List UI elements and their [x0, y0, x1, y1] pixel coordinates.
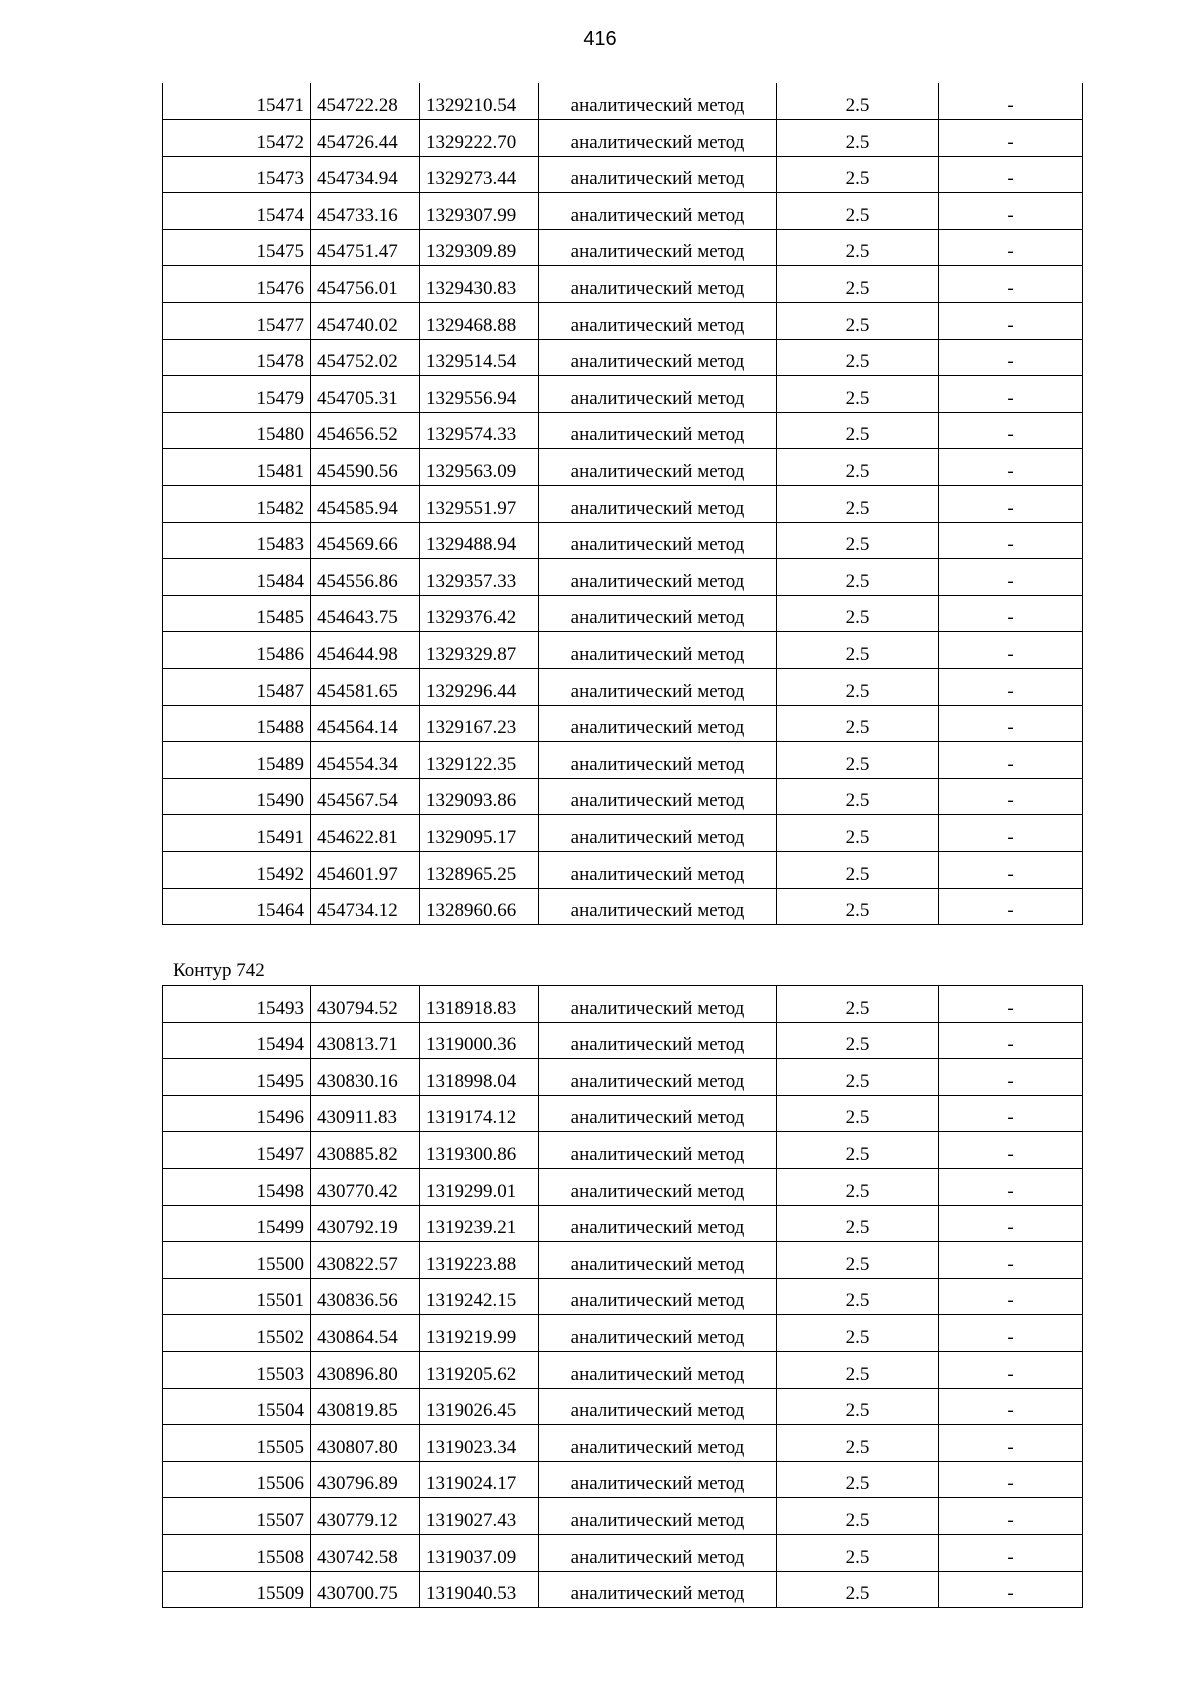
x-coordinate-cell: 430864.54 [311, 1315, 420, 1352]
y-coordinate-cell: 1319299.01 [420, 1168, 539, 1205]
x-coordinate-cell: 454656.52 [311, 412, 420, 449]
table-row [163, 1095, 1083, 1132]
method-cell: аналитический метод [539, 778, 777, 815]
note-cell: - [939, 522, 1083, 559]
table-row [163, 888, 1083, 925]
method-cell: аналитический метод [539, 1498, 777, 1535]
point-id-cell: 15484 [163, 559, 311, 596]
x-coordinate-cell: 454644.98 [311, 632, 420, 669]
accuracy-cell: 2.5 [777, 1095, 939, 1132]
x-coordinate-cell: 454601.97 [311, 851, 420, 888]
note-cell: - [939, 156, 1083, 193]
method-cell: аналитический метод [539, 449, 777, 486]
note-cell: - [939, 1205, 1083, 1242]
note-cell: - [939, 266, 1083, 303]
accuracy-cell: 2.5 [777, 266, 939, 303]
method-cell: аналитический метод [539, 1168, 777, 1205]
note-cell: - [939, 1571, 1083, 1608]
y-coordinate-cell: 1329488.94 [420, 522, 539, 559]
method-cell: аналитический метод [539, 229, 777, 266]
accuracy-cell: 2.5 [777, 1534, 939, 1571]
accuracy-cell: 2.5 [777, 522, 939, 559]
y-coordinate-cell: 1329468.88 [420, 303, 539, 340]
x-coordinate-cell: 430770.42 [311, 1168, 420, 1205]
point-id-cell: 15464 [163, 888, 311, 925]
table-row [163, 1461, 1083, 1498]
y-coordinate-cell: 1329095.17 [420, 815, 539, 852]
y-coordinate-cell: 1329307.99 [420, 193, 539, 230]
x-coordinate-cell: 454722.28 [311, 83, 420, 120]
method-cell: аналитический метод [539, 486, 777, 523]
method-cell: аналитический метод [539, 1351, 777, 1388]
table-row [163, 522, 1083, 559]
method-cell: аналитический метод [539, 156, 777, 193]
accuracy-cell: 2.5 [777, 1498, 939, 1535]
y-coordinate-cell: 1319037.09 [420, 1534, 539, 1571]
method-cell: аналитический метод [539, 632, 777, 669]
note-cell: - [939, 376, 1083, 413]
y-coordinate-cell: 1319205.62 [420, 1351, 539, 1388]
point-id-cell: 15482 [163, 486, 311, 523]
table-row [163, 156, 1083, 193]
method-cell: аналитический метод [539, 1205, 777, 1242]
x-coordinate-cell: 454556.86 [311, 559, 420, 596]
table-row [163, 778, 1083, 815]
note-cell: - [939, 1534, 1083, 1571]
table-row [163, 229, 1083, 266]
x-coordinate-cell: 430796.89 [311, 1461, 420, 1498]
coordinates-table-block-2 [162, 985, 1083, 1608]
note-cell: - [939, 1168, 1083, 1205]
accuracy-cell: 2.5 [777, 193, 939, 230]
point-id-cell: 15498 [163, 1168, 311, 1205]
y-coordinate-cell: 1329167.23 [420, 705, 539, 742]
accuracy-cell: 2.5 [777, 1168, 939, 1205]
point-id-cell: 15479 [163, 376, 311, 413]
table-row [163, 1388, 1083, 1425]
y-coordinate-cell: 1329309.89 [420, 229, 539, 266]
x-coordinate-cell: 430794.52 [311, 986, 420, 1023]
method-cell: аналитический метод [539, 559, 777, 596]
table-row [163, 376, 1083, 413]
x-coordinate-cell: 454751.47 [311, 229, 420, 266]
point-id-cell: 15501 [163, 1278, 311, 1315]
note-cell: - [939, 888, 1083, 925]
page-number: 416 [583, 28, 617, 50]
x-coordinate-cell: 454567.54 [311, 778, 420, 815]
method-cell: аналитический метод [539, 1315, 777, 1352]
point-id-cell: 15493 [163, 986, 311, 1023]
method-cell: аналитический метод [539, 1388, 777, 1425]
y-coordinate-cell: 1319000.36 [420, 1022, 539, 1059]
y-coordinate-cell: 1329430.83 [420, 266, 539, 303]
x-coordinate-cell: 454569.66 [311, 522, 420, 559]
table-row [163, 1205, 1083, 1242]
y-coordinate-cell: 1319239.21 [420, 1205, 539, 1242]
method-cell: аналитический метод [539, 1461, 777, 1498]
table-row [163, 1168, 1083, 1205]
y-coordinate-cell: 1328965.25 [420, 851, 539, 888]
y-coordinate-cell: 1329093.86 [420, 778, 539, 815]
accuracy-cell: 2.5 [777, 559, 939, 596]
method-cell: аналитический метод [539, 303, 777, 340]
y-coordinate-cell: 1329357.33 [420, 559, 539, 596]
point-id-cell: 15499 [163, 1205, 311, 1242]
x-coordinate-cell: 454756.01 [311, 266, 420, 303]
point-id-cell: 15480 [163, 412, 311, 449]
table-row [163, 303, 1083, 340]
accuracy-cell: 2.5 [777, 303, 939, 340]
point-id-cell: 15478 [163, 339, 311, 376]
table-row [163, 120, 1083, 157]
note-cell: - [939, 120, 1083, 157]
point-id-cell: 15485 [163, 595, 311, 632]
method-cell: аналитический метод [539, 83, 777, 120]
point-id-cell: 15486 [163, 632, 311, 669]
accuracy-cell: 2.5 [777, 1388, 939, 1425]
method-cell: аналитический метод [539, 888, 777, 925]
y-coordinate-cell: 1329210.54 [420, 83, 539, 120]
contour-label: Контур 742 [173, 960, 265, 981]
y-coordinate-cell: 1319174.12 [420, 1095, 539, 1132]
point-id-cell: 15507 [163, 1498, 311, 1535]
point-id-cell: 15502 [163, 1315, 311, 1352]
note-cell: - [939, 1315, 1083, 1352]
accuracy-cell: 2.5 [777, 1315, 939, 1352]
method-cell: аналитический метод [539, 376, 777, 413]
note-cell: - [939, 1022, 1083, 1059]
point-id-cell: 15488 [163, 705, 311, 742]
table-row [163, 1059, 1083, 1096]
note-cell: - [939, 83, 1083, 120]
y-coordinate-cell: 1329563.09 [420, 449, 539, 486]
y-coordinate-cell: 1328960.66 [420, 888, 539, 925]
method-cell: аналитический метод [539, 742, 777, 779]
accuracy-cell: 2.5 [777, 986, 939, 1023]
y-coordinate-cell: 1319023.34 [420, 1425, 539, 1462]
y-coordinate-cell: 1319026.45 [420, 1388, 539, 1425]
note-cell: - [939, 193, 1083, 230]
table-row [163, 1278, 1083, 1315]
point-id-cell: 15494 [163, 1022, 311, 1059]
y-coordinate-cell: 1329296.44 [420, 669, 539, 706]
method-cell: аналитический метод [539, 1571, 777, 1608]
y-coordinate-cell: 1329122.35 [420, 742, 539, 779]
point-id-cell: 15487 [163, 669, 311, 706]
point-id-cell: 15504 [163, 1388, 311, 1425]
table-row [163, 449, 1083, 486]
accuracy-cell: 2.5 [777, 1425, 939, 1462]
method-cell: аналитический метод [539, 412, 777, 449]
x-coordinate-cell: 454752.02 [311, 339, 420, 376]
accuracy-cell: 2.5 [777, 888, 939, 925]
point-id-cell: 15471 [163, 83, 311, 120]
x-coordinate-cell: 430779.12 [311, 1498, 420, 1535]
method-cell: аналитический метод [539, 815, 777, 852]
table-row [163, 1498, 1083, 1535]
note-cell: - [939, 669, 1083, 706]
note-cell: - [939, 449, 1083, 486]
point-id-cell: 15491 [163, 815, 311, 852]
accuracy-cell: 2.5 [777, 83, 939, 120]
point-id-cell: 15497 [163, 1132, 311, 1169]
point-id-cell: 15508 [163, 1534, 311, 1571]
note-cell: - [939, 229, 1083, 266]
method-cell: аналитический метод [539, 705, 777, 742]
x-coordinate-cell: 454585.94 [311, 486, 420, 523]
x-coordinate-cell: 430813.71 [311, 1022, 420, 1059]
note-cell: - [939, 1132, 1083, 1169]
x-coordinate-cell: 454705.31 [311, 376, 420, 413]
method-cell: аналитический метод [539, 595, 777, 632]
table-row [163, 851, 1083, 888]
point-id-cell: 15472 [163, 120, 311, 157]
x-coordinate-cell: 454740.02 [311, 303, 420, 340]
table-row [163, 412, 1083, 449]
accuracy-cell: 2.5 [777, 1242, 939, 1279]
note-cell: - [939, 486, 1083, 523]
accuracy-cell: 2.5 [777, 120, 939, 157]
table-row [163, 1022, 1083, 1059]
method-cell: аналитический метод [539, 1095, 777, 1132]
x-coordinate-cell: 430885.82 [311, 1132, 420, 1169]
y-coordinate-cell: 1329556.94 [420, 376, 539, 413]
note-cell: - [939, 559, 1083, 596]
accuracy-cell: 2.5 [777, 1351, 939, 1388]
note-cell: - [939, 815, 1083, 852]
y-coordinate-cell: 1329376.42 [420, 595, 539, 632]
x-coordinate-cell: 454581.65 [311, 669, 420, 706]
method-cell: аналитический метод [539, 1059, 777, 1096]
x-coordinate-cell: 454726.44 [311, 120, 420, 157]
accuracy-cell: 2.5 [777, 1571, 939, 1608]
point-id-cell: 15490 [163, 778, 311, 815]
method-cell: аналитический метод [539, 1425, 777, 1462]
y-coordinate-cell: 1319219.99 [420, 1315, 539, 1352]
accuracy-cell: 2.5 [777, 815, 939, 852]
x-coordinate-cell: 430896.80 [311, 1351, 420, 1388]
accuracy-cell: 2.5 [777, 412, 939, 449]
y-coordinate-cell: 1318998.04 [420, 1059, 539, 1096]
accuracy-cell: 2.5 [777, 595, 939, 632]
table-row [163, 815, 1083, 852]
method-cell: аналитический метод [539, 1534, 777, 1571]
y-coordinate-cell: 1329222.70 [420, 120, 539, 157]
table-row [163, 1315, 1083, 1352]
y-coordinate-cell: 1318918.83 [420, 986, 539, 1023]
coordinates-table-block-1 [162, 83, 1083, 925]
accuracy-cell: 2.5 [777, 156, 939, 193]
point-id-cell: 15489 [163, 742, 311, 779]
note-cell: - [939, 339, 1083, 376]
method-cell: аналитический метод [539, 522, 777, 559]
note-cell: - [939, 1278, 1083, 1315]
table-row [163, 742, 1083, 779]
x-coordinate-cell: 430822.57 [311, 1242, 420, 1279]
point-id-cell: 15492 [163, 851, 311, 888]
point-id-cell: 15503 [163, 1351, 311, 1388]
accuracy-cell: 2.5 [777, 851, 939, 888]
accuracy-cell: 2.5 [777, 669, 939, 706]
point-id-cell: 15477 [163, 303, 311, 340]
note-cell: - [939, 1498, 1083, 1535]
table-row [163, 632, 1083, 669]
method-cell: аналитический метод [539, 986, 777, 1023]
accuracy-cell: 2.5 [777, 742, 939, 779]
x-coordinate-cell: 430830.16 [311, 1059, 420, 1096]
x-coordinate-cell: 430742.58 [311, 1534, 420, 1571]
y-coordinate-cell: 1329273.44 [420, 156, 539, 193]
point-id-cell: 15509 [163, 1571, 311, 1608]
point-id-cell: 15505 [163, 1425, 311, 1462]
accuracy-cell: 2.5 [777, 1205, 939, 1242]
note-cell: - [939, 632, 1083, 669]
note-cell: - [939, 778, 1083, 815]
x-coordinate-cell: 454734.94 [311, 156, 420, 193]
point-id-cell: 15481 [163, 449, 311, 486]
accuracy-cell: 2.5 [777, 229, 939, 266]
y-coordinate-cell: 1319300.86 [420, 1132, 539, 1169]
x-coordinate-cell: 454733.16 [311, 193, 420, 230]
note-cell: - [939, 1388, 1083, 1425]
table-row [163, 595, 1083, 632]
point-id-cell: 15476 [163, 266, 311, 303]
point-id-cell: 15500 [163, 1242, 311, 1279]
point-id-cell: 15474 [163, 193, 311, 230]
x-coordinate-cell: 430792.19 [311, 1205, 420, 1242]
y-coordinate-cell: 1329514.54 [420, 339, 539, 376]
accuracy-cell: 2.5 [777, 339, 939, 376]
method-cell: аналитический метод [539, 1242, 777, 1279]
method-cell: аналитический метод [539, 1022, 777, 1059]
table-row [163, 1242, 1083, 1279]
table-row [163, 83, 1083, 120]
table-row [163, 193, 1083, 230]
y-coordinate-cell: 1329574.33 [420, 412, 539, 449]
x-coordinate-cell: 430700.75 [311, 1571, 420, 1608]
x-coordinate-cell: 454590.56 [311, 449, 420, 486]
x-coordinate-cell: 430819.85 [311, 1388, 420, 1425]
method-cell: аналитический метод [539, 266, 777, 303]
note-cell: - [939, 595, 1083, 632]
x-coordinate-cell: 454734.12 [311, 888, 420, 925]
accuracy-cell: 2.5 [777, 705, 939, 742]
accuracy-cell: 2.5 [777, 1022, 939, 1059]
method-cell: аналитический метод [539, 1132, 777, 1169]
note-cell: - [939, 742, 1083, 779]
note-cell: - [939, 412, 1083, 449]
x-coordinate-cell: 454643.75 [311, 595, 420, 632]
table-row [163, 559, 1083, 596]
note-cell: - [939, 851, 1083, 888]
method-cell: аналитический метод [539, 669, 777, 706]
accuracy-cell: 2.5 [777, 1278, 939, 1315]
accuracy-cell: 2.5 [777, 1461, 939, 1498]
note-cell: - [939, 1461, 1083, 1498]
point-id-cell: 15506 [163, 1461, 311, 1498]
x-coordinate-cell: 430836.56 [311, 1278, 420, 1315]
point-id-cell: 15483 [163, 522, 311, 559]
table-row [163, 986, 1083, 1023]
point-id-cell: 15496 [163, 1095, 311, 1132]
table-row [163, 1425, 1083, 1462]
method-cell: аналитический метод [539, 851, 777, 888]
y-coordinate-cell: 1319027.43 [420, 1498, 539, 1535]
method-cell: аналитический метод [539, 339, 777, 376]
table-row [163, 705, 1083, 742]
note-cell: - [939, 705, 1083, 742]
note-cell: - [939, 303, 1083, 340]
accuracy-cell: 2.5 [777, 632, 939, 669]
y-coordinate-cell: 1329329.87 [420, 632, 539, 669]
note-cell: - [939, 986, 1083, 1023]
x-coordinate-cell: 454554.34 [311, 742, 420, 779]
table-row [163, 1132, 1083, 1169]
accuracy-cell: 2.5 [777, 449, 939, 486]
table-row [163, 486, 1083, 523]
table-row [163, 669, 1083, 706]
y-coordinate-cell: 1319040.53 [420, 1571, 539, 1608]
x-coordinate-cell: 430807.80 [311, 1425, 420, 1462]
accuracy-cell: 2.5 [777, 486, 939, 523]
table-row [163, 1571, 1083, 1608]
y-coordinate-cell: 1329551.97 [420, 486, 539, 523]
accuracy-cell: 2.5 [777, 1059, 939, 1096]
note-cell: - [939, 1095, 1083, 1132]
method-cell: аналитический метод [539, 1278, 777, 1315]
method-cell: аналитический метод [539, 120, 777, 157]
x-coordinate-cell: 430911.83 [311, 1095, 420, 1132]
note-cell: - [939, 1425, 1083, 1462]
table-row [163, 266, 1083, 303]
point-id-cell: 15475 [163, 229, 311, 266]
x-coordinate-cell: 454622.81 [311, 815, 420, 852]
table-row [163, 339, 1083, 376]
table-row [163, 1534, 1083, 1571]
y-coordinate-cell: 1319024.17 [420, 1461, 539, 1498]
note-cell: - [939, 1059, 1083, 1096]
accuracy-cell: 2.5 [777, 778, 939, 815]
accuracy-cell: 2.5 [777, 1132, 939, 1169]
point-id-cell: 15473 [163, 156, 311, 193]
y-coordinate-cell: 1319223.88 [420, 1242, 539, 1279]
note-cell: - [939, 1351, 1083, 1388]
x-coordinate-cell: 454564.14 [311, 705, 420, 742]
table-row [163, 1351, 1083, 1388]
point-id-cell: 15495 [163, 1059, 311, 1096]
y-coordinate-cell: 1319242.15 [420, 1278, 539, 1315]
note-cell: - [939, 1242, 1083, 1279]
accuracy-cell: 2.5 [777, 376, 939, 413]
method-cell: аналитический метод [539, 193, 777, 230]
